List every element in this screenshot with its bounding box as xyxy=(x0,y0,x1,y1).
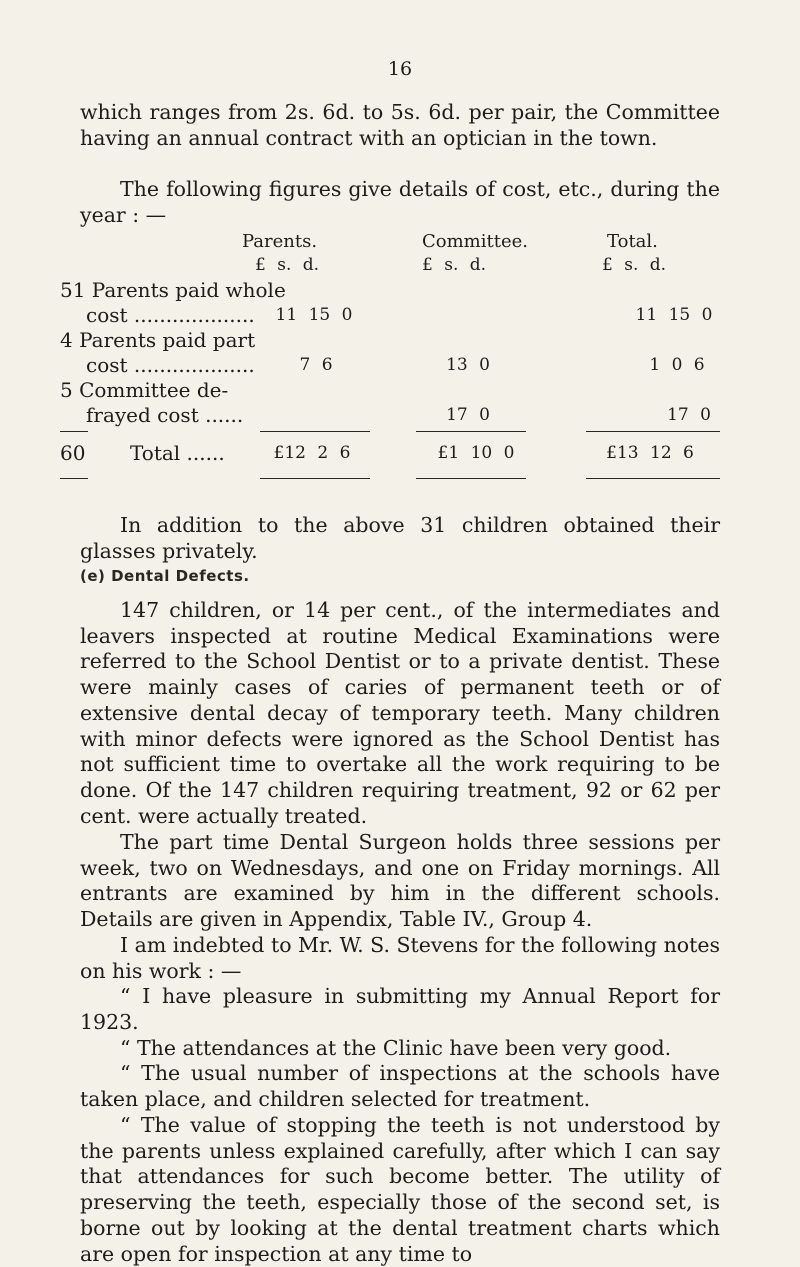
row-2-label-line2: cost ................... xyxy=(86,353,255,377)
section-heading: (e) Dental Defects. xyxy=(80,567,250,585)
rule-count-bottom xyxy=(60,478,88,479)
row-2-parents: 7 6 xyxy=(299,355,333,375)
quote-3: “ The usual number of inspections at the schools have taken place, and children selected for treatment. xyxy=(80,1061,720,1111)
row-1-label-line1: 51 Parents paid whole xyxy=(60,278,286,302)
total-count: 60 xyxy=(60,441,86,465)
row-1-parents: 11 15 0 xyxy=(275,305,353,325)
rule-parents-top xyxy=(260,431,370,432)
rule-parents-bottom xyxy=(260,478,370,479)
rule-count-top xyxy=(60,431,88,432)
rule-committee-bottom xyxy=(416,478,526,479)
total-total: £13 12 6 xyxy=(606,443,694,463)
figures-intro: The following figures give details of cost, etc., during the year : — xyxy=(80,177,720,227)
row-3-label-line1: 5 Committee de- xyxy=(60,378,229,402)
units-committee: £ s. d. xyxy=(422,255,487,275)
row-1-label-line2: cost ................... xyxy=(86,303,255,327)
page-number: 16 xyxy=(387,58,413,80)
header-committee: Committee. xyxy=(422,231,528,252)
rule-total-top xyxy=(586,431,720,432)
row-1-total: 11 15 0 xyxy=(635,305,713,325)
dental-paragraph-1: 147 children, or 14 per cent., of the intermediates and leavers inspected at routine Medical Examinations were referred to the School Dentist or to a private dentist. These were mainly cases of caries of permanent teeth or of extensive dental decay of temporary teeth. Many children with minor defects were ignored as the School Dentist has not sufficient time to overtake all the work requiring to be done. Of the 147 children requiring treatment, 92 or 62 per cent. were actually treated. xyxy=(80,598,720,828)
addition-paragraph: In addition to the above 31 children obtained their glasses privately. xyxy=(80,513,720,563)
quote-2: “ The attendances at the Clinic have been very good. xyxy=(120,1036,672,1060)
total-parents: £12 2 6 xyxy=(273,443,351,463)
quote-4: “ The value of stopping the teeth is not understood by the parents unless explained carefully, after which I can say that attendances for such become better. The utility of preserving the teeth, especially those of the second set, is borne out by looking at the dental treatment charts which are open for inspection at any time to xyxy=(80,1113,720,1266)
row-3-committee: 17 0 xyxy=(446,405,490,425)
dental-paragraph-2: The part time Dental Surgeon holds three sessions per week, two on Wednesdays, and one on Friday mornings. All entrants are examined by him in the different schools. Details are given in Appendix, Table IV., Group 4. xyxy=(80,830,720,932)
total-label: Total ...... xyxy=(130,441,225,465)
units-total: £ s. d. xyxy=(602,255,667,275)
row-2-total: 1 0 6 xyxy=(649,355,705,375)
row-2-label-line1: 4 Parents paid part xyxy=(60,328,256,352)
total-committee: £1 10 0 xyxy=(437,443,515,463)
row-3-label-line2: frayed cost ...... xyxy=(86,403,244,427)
header-parents: Parents. xyxy=(242,231,318,252)
rule-total-bottom xyxy=(586,478,720,479)
intro-paragraph: which ranges from 2s. 6d. to 5s. 6d. per pair, the Committee having an annual contract with an optician in the town. xyxy=(80,100,720,150)
row-3-total: 17 0 xyxy=(667,405,711,425)
row-2-committee: 13 0 xyxy=(446,355,490,375)
header-total: Total. xyxy=(607,231,658,252)
dental-paragraph-3: I am indebted to Mr. W. S. Stevens for the following notes on his work : — xyxy=(80,933,720,983)
units-parents: £ s. d. xyxy=(255,255,320,275)
quote-1: “ I have pleasure in submitting my Annual Report for 1923. xyxy=(80,984,720,1034)
rule-committee-top xyxy=(416,431,526,432)
